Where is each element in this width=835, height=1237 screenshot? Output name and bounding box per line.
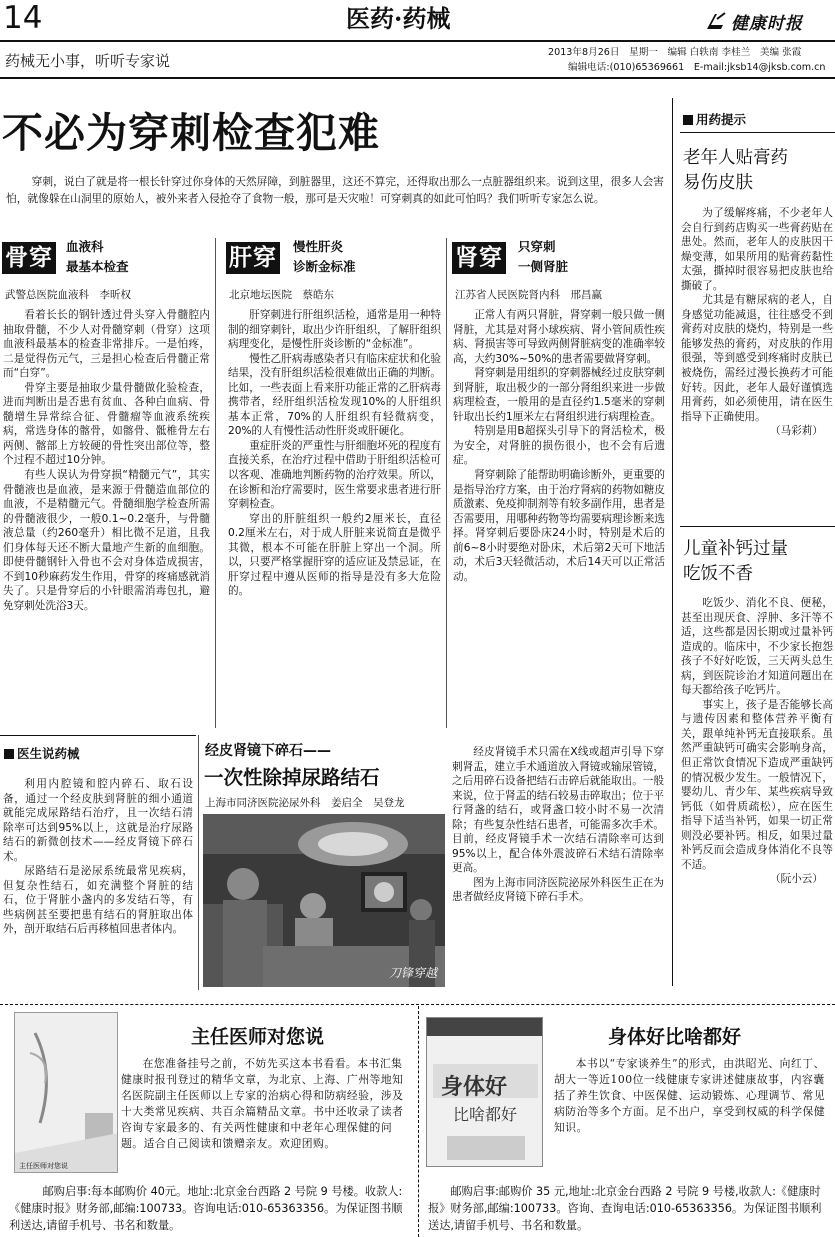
article-liver-p2: 慢性乙肝病毒感染者只有临床症状和化验结果，没有肝组织活检很难做出正确的判断。比如，一些表面上看来肝功能正常的乙肝病毒携带者，经肝组织活检发现10%的人肝组织基本正常，70%的人肝组织有轻微病变，20%的人有慢性活动性肝炎或肝硬化。 (228, 352, 441, 438)
sidebar-article2-p2: 事实上，孩子是否能够长高与遗传因素和整体营养平衡有关，跟单纯补钙无直接联系。虽然严重缺钙可确实会影响身高，但正常饮食情况下造成严重缺钙的情况极少发生。一般情况下，婴幼儿、青少年、某些疾病导致钙低（如骨质疏松），应在医生指导下适当补钙，如果一切正常则没必要补钙。相反，如果过量补钙反而会造成身体消化不良等不适。 (681, 698, 833, 871)
book-cover-right-big: 身体好 (441, 1074, 508, 1100)
sidebar-article1-title-1: 老年人贴膏药 (683, 148, 788, 168)
page-subtitle: 药械无小事，听听专家说 (5, 52, 171, 70)
date-line: 2013年8月26日 星期一 编辑 白轶南 李桂兰 美编 张霞 (548, 47, 802, 58)
logo-text: 健康时报 (731, 13, 803, 34)
sidebar-article1-author: （马彩莉） (770, 425, 823, 438)
article-liver-body (228, 308, 441, 599)
square-bullet-icon (4, 749, 14, 759)
book-cover-left (14, 1012, 118, 1173)
book-right-mail: 邮购启事:邮购价 35 元,地址:北京金台西路 2 号院 9 号楼,收款人:《健康时报》财务部,邮编:100733。咨询、查询电话:010-65363356。为保证图书顺利送达,请留手机号、书名和数量。 (428, 1185, 822, 1232)
article-kidney-p1: 正常人有两只肾脏，肾穿刺一般只做一侧肾脏，尤其是对肾小球疾病、肾小管间质性疾病、肾损害等可导致两侧肾脏病变的准确率较高，大约30%~50%的患者需要做肾穿刺。 (453, 309, 665, 365)
article-kidney-title-1: 只穿刺 (518, 239, 556, 254)
sidebar-article1-title-2: 易伤皮肤 (683, 173, 753, 193)
article-liver-byline: 北京地坛医院 蔡皓东 (229, 289, 334, 301)
logo-mark-icon (705, 11, 727, 31)
tag-bone-marrow: 骨穿 (2, 242, 56, 274)
sidebar-label (683, 110, 746, 128)
book-left-desc: 在您准备挂号之前，不妨先买这本书看看。本书汇集健康时报刊登过的精华文章，为北京、上海、广州等地知名医院副主任医师以上专家的治病心得和防病经验，涉及十大类常见疾病、共百余篇精品文章。书中还收录了读者咨询专家最多的、有关两性健康和中老年心理保健的问题。适合自己阅读和馈赠亲友。欢迎团购。 (121, 1057, 404, 1150)
book-cover-right-small: 比啥都好 (453, 1105, 518, 1124)
book-cover-left-label: 主任医师对您说 (19, 1162, 68, 1170)
article-liver-p3: 重症肝炎的严重性与肝细胞坏死的程度有直接关系，在治疗过程中借助于肝组织活检可以客观、准确地判断药物的治疗效果。所以，在诊断和治疗需要时，医生常要求患者进行肝穿刺检查。 (228, 439, 441, 511)
article-kidney-p2: 肾穿刺是用组织的穿刺器械经过皮肤穿刺到肾脏，取出极少的一部分肾组织来进一步做病理检查，一般用的是直径约1.5毫米的穿刺针取出长约1厘米左右肾组织进行病理检查。 (453, 367, 665, 423)
book-right-desc: 本书以“专家谈养生”的形式，由洪昭光、向红丁、胡大一等近100位一线健康专家讲述健康故事，内容囊括了养生饮食、中医保健、运动锻炼、心理调节、常见病防治等多个方面。足不出户，享受到权威的科学保健知识。 (554, 1057, 826, 1134)
sidebar-article2-body (681, 596, 833, 887)
feature-p1: 经皮肾镜手术只需在X线或超声引导下穿刺肾盂，建立手术通道放入肾镜或输尿管镜，之后用碎石设备把结石击碎后就能取出。一般来说，位于肾盂的结石较易击碎取出；位于平行肾盏的结石，或肾盏口较小时不易一次清除；有些复杂性结石患者，可能需多次手术。目前，经皮肾镜手术一次结石清除率可达到95%以上，配合体外震波碎石术结石清除率更高。 (452, 746, 664, 875)
page-number: 14 (3, 0, 43, 36)
sidebar-article2-p1: 吃饭少、消化不良、便秘，甚至出现厌食、浮肿、多汗等不适，这些都是因长期或过量补钙造成的。临床中，不少家长抱怨孩子不好好吃饭，三天两头总生病，到医院诊治才知道问题出在每天都给孩子吃钙片。 (681, 597, 833, 697)
article-kidney-p4: 肾穿刺除了能帮助明确诊断外，更重要的是指导治疗方案，由于治疗肾病的药物如糖皮质激素、免疫抑制剂等有较多副作用，患者是否需要用，用哪种药物等均需要病理诊断来选择。肾穿刺后要卧床24小时，特别是术后的前6~8小时要绝对卧床，术后第2天可下地活动，术后3天轻微活动，术后14天可以正常活动。 (453, 469, 665, 583)
doctor-column-label (4, 744, 80, 762)
book-right-title: 身体好比啥都好 (608, 1026, 742, 1048)
feature-byline: 上海市同济医院泌尿外科 姜启全 吴登龙 (205, 797, 405, 809)
sidebar-article2-title-2: 吃饭不香 (683, 564, 753, 584)
article-kidney-p3: 特别是用B超探头引导下的肾活检术，极为安全，对肾脏的损伤很小，也不会有后遗症。 (453, 425, 665, 467)
surgery-scene-image (203, 814, 445, 987)
sidebar-article2-title-1: 儿童补钙过量 (683, 539, 788, 559)
photo-caption: 刀锋穿越 (388, 966, 437, 980)
book-cover-art (15, 1013, 118, 1173)
doctor-column-p2: 尿路结石是泌尿系统最常见疾病，但复杂性结石，如充满整个肾脏的结石，位于肾脏小盏内的多发结石等，有些病例甚至要把患有结石的肾脏取出体外，剖开取结石后再移植回患者体内。 (3, 865, 193, 936)
book-left-mail: 邮购启事:每本邮购价 40元。地址:北京金台西路 2 号院 9 号楼。收款人:《健康时报》财务部,邮编:100733。咨询电话:010-65363356。为保证图书顺利送达,请留手机号、书名和数量。 (9, 1185, 403, 1232)
sidebar-article1-p2: 尤其是有糖尿病的老人，自身感觉功能减退，往往感受不到膏药对皮肤的烧灼，特别是一些能够发热的膏药，对皮肤的作用很强，等到感受到疼痛时皮肤已被烧伤，需经过漫长换药才可能好转。因此，老年人最好谨慎选用膏药，如必须使用，请在医生指导下正确使用。 (681, 294, 833, 423)
surgery-photo (203, 814, 445, 987)
doctor-column-body (3, 777, 193, 937)
article-bone-title-2: 最基本检查 (66, 259, 129, 274)
lead-paragraph: 穿刺，说白了就是将一根长针穿过你身体的天然屏障，到脏器里，这还不算完，还得取出那么一点脏器组织来。说到这里，很多人会害怕，就像躲在山洞里的原始人，被外来者入侵抢夺了食物一般，那可是天灾啦！可穿刺真的如此可怕吗？我们听听专家怎么说。 (6, 175, 664, 205)
article-bone-p1: 看着长长的钢针透过骨头穿入骨髓腔内抽取骨髓，不少人对骨髓穿刺（骨穿）这项血液科最基本的检查非常排斥。一是怕疼，二是觉得伤元气，三是担心检查后骨髓正常而“白穿”。 (3, 309, 210, 380)
square-bullet-icon (683, 115, 693, 125)
feature-title-big: 一次性除掉尿路结石 (204, 766, 380, 789)
article-liver-p1: 肝穿刺进行肝组织活检，通常是用一种特制的细穿刺针，取出少许肝组织，了解肝组织病理变化，是慢性肝炎诊断的“金标准”。 (228, 309, 441, 351)
feature-p2: 图为上海市同济医院泌尿外科医生正在为患者做经皮肾镜下碎石手术。 (452, 876, 664, 904)
sidebar-article2-author: （阮小云） (770, 873, 823, 886)
tag-liver: 肝穿 (226, 242, 280, 274)
sidebar-article1-body (681, 206, 833, 439)
doctor-column-p1: 利用内腔镜和腔内碎石、取石设备，通过一个经皮肤到肾脏的细小通道就能完成尿路结石治疗，且一次结石清除率可达到95%以上，这就是治疗尿路结石的新微创技术——经皮肾镜下碎石术。 (3, 778, 193, 863)
article-kidney-body (453, 308, 665, 584)
article-liver-title-2: 诊断金标准 (293, 259, 356, 274)
article-liver-title-1: 慢性肝炎 (293, 239, 344, 254)
main-headline: 不必为穿刺检查犯难 (2, 109, 380, 157)
article-bone-p2: 骨穿主要是抽取少量骨髓做化验检查，进而判断出是否患有贫血、各种白血病、骨髓增生异常综合征、骨髓瘤等血液系统疾病，常选身体的髂骨，如髂骨、骶椎骨左右两侧、髂部上方较硬的骨性突出部位等，整个过程不超过10分钟。 (3, 381, 210, 467)
article-bone-p3: 有些人误认为骨穿损“精髓元气”，其实骨髓液也是血液，是来源于骨髓造血部位的血液，不是精髓元气。骨髓细胞学检查所需的骨髓液很少，一般0.1~0.2毫升，与骨髓液总量（约260毫升）相比微不足道，且我们身体每天还不断大量地产生新的血细胞。即使骨髓钢针入骨也不会对身体造成损害，不到10秒麻药发生作用，骨穿的疼痛感就消失了。只是骨穿后的小针眼需消毒包扎，避免穿刺处洗浴3天。 (3, 469, 210, 612)
article-kidney-byline: 江苏省人民医院肾内科 邢昌赢 (455, 289, 602, 301)
doctor-column-label-text: 医生说药械 (17, 746, 80, 761)
tag-kidney: 肾穿 (452, 242, 506, 274)
contact-line: 编辑电话:(010)65369661 E-mail:jksb14@jksb.com.cn (568, 62, 826, 73)
article-liver-p4: 穿出的肝脏组织一般约2厘米长，直径0.2厘米左右，对于成人肝脏来说简直是微乎其微，根本不可能在肝脏上穿出一个洞。所以，只要严格掌握肝穿的适应证及禁忌证，在肝穿过程中遵从医师的指导是没有多大危险的。 (228, 512, 441, 598)
article-bone-title-1: 血液科 (66, 239, 104, 254)
article-kidney-title-2: 一侧肾脏 (518, 259, 569, 274)
feature-body (452, 745, 664, 905)
section-title: 医药·药械 (346, 4, 451, 33)
book-cover-right (426, 1017, 543, 1167)
sidebar-label-text: 用药提示 (696, 112, 747, 127)
newspaper-logo (705, 10, 803, 32)
article-bone-byline: 武警总医院血液科 李昕权 (5, 289, 131, 301)
book-left-title: 主任医师对您说 (191, 1026, 325, 1048)
article-bone-body (3, 308, 210, 613)
sidebar-article1-p1: 为了缓解疼痛，不少老年人会自行到药店购买一些膏药贴在患处。然而，老年人的皮肤因干燥变薄，如果所用的贴膏药黏性太强，撕掉时很容易把皮肤也给撕破了。 (681, 207, 833, 292)
feature-title-small: 经皮肾镜下碎石—— (205, 743, 331, 759)
